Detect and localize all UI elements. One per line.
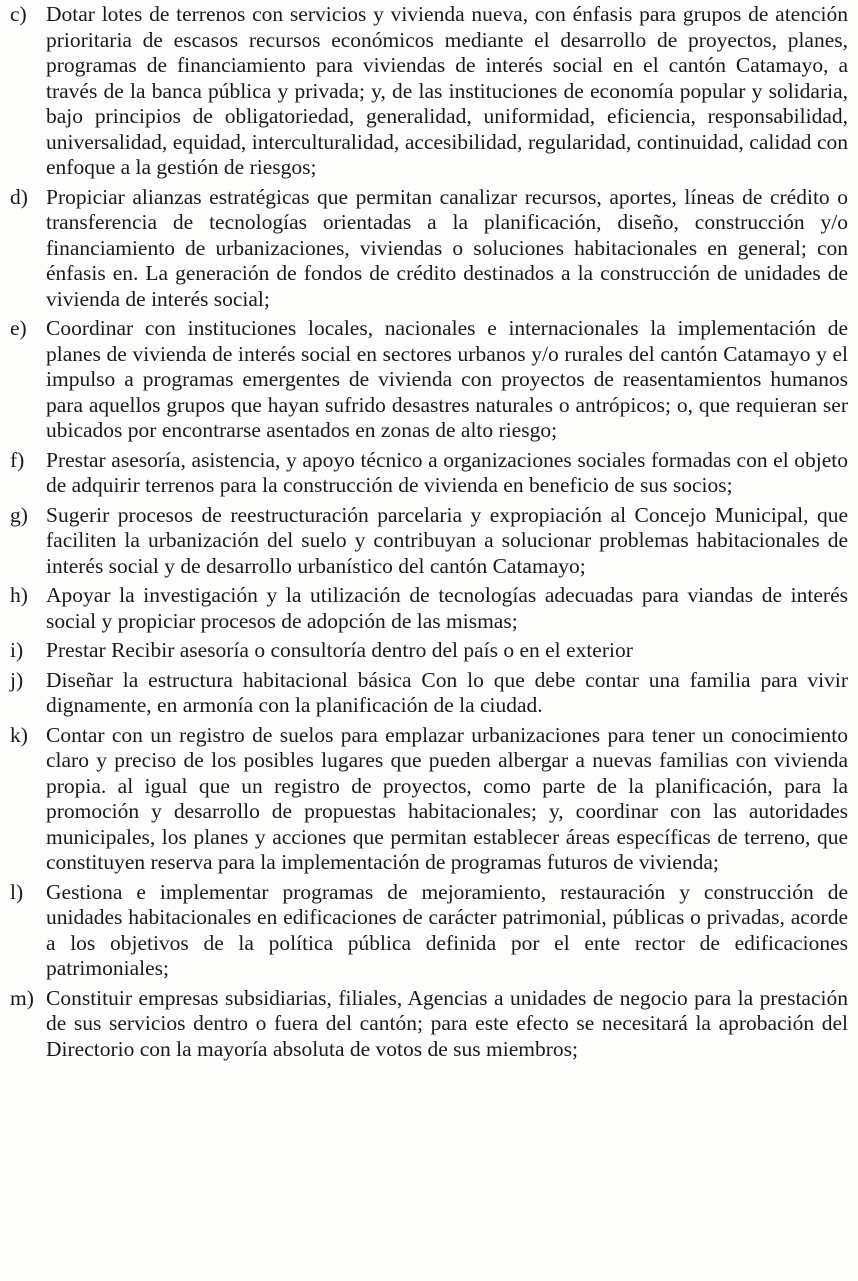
list-item-m (10, 986, 848, 1063)
list-item-i (10, 638, 848, 664)
list-item-text: Contar con un registro de suelos para emplazar urbanizaciones para tener un conocimiento claro y preciso de los posibles lugares que pueden albergar a nuevas familias con vivienda propia. al igual que un registro de proyectos, como parte de la planificación, para la promoción y desarrollo de propuestas habitacionales; y, coordinar con las autoridades municipales, los planes y acciones que permitan establecer áreas específicas de terreno, que constituyen reserva para la implementación de programas futuros de vivienda; (46, 722, 848, 874)
list-item-g (10, 503, 848, 580)
list-item-text: Prestar asesoría, asistencia, y apoyo técnico a organizaciones sociales formadas con el objeto de adquirir terrenos para la construcción de vivienda en beneficio de sus socios; (46, 447, 848, 497)
list-marker: f) (10, 447, 25, 472)
list-item-text: Propiciar alianzas estratégicas que permitan canalizar recursos, aportes, líneas de crédito o transferencia de tecnologías orientadas a la planificación, diseño, construcción y/o financiamiento de urbanizaciones, viviendas o soluciones habitacionales en general; con énfasis en. La generación de fondos de crédito destinados a la construcción de unidades de vivienda de interés social; (46, 184, 848, 311)
list-item-text: Apoyar la investigación y la utilización de tecnologías adecuadas para viandas de interés social y propiciar procesos de adopción de las mismas; (46, 583, 848, 633)
list-item-text: Gestiona e implementar programas de mejoramiento, restauración y construcción de unidades habitacionales en edificaciones de carácter patrimonial, públicas o privadas, acorde a los objetivos de la política pública definida por el ente rector de edificaciones patrimoniales; (46, 879, 848, 980)
list-item-h (10, 583, 848, 634)
list-item-text: Sugerir procesos de reestructuración parcelaria y expropiación al Concejo Municipal, que faciliten la urbanización del suelo y contribuyan a solucionar problemas habitacionales de interés social y de desarrollo urbanístico del cantón Catamayo; (46, 502, 848, 578)
list-item-text: Dotar lotes de terrenos con servicios y vivienda nueva, con énfasis para grupos de atención prioritaria de escasos recursos económicos mediante el desarrollo de proyectos, planes, programas de financiamiento para viviendas de interés social en el cantón Catamayo, a través de la banca pública y privada; y, de las instituciones de economía popular y solidaria, bajo principios de obligatoriedad, generalidad, uniformidad, eficiencia, responsabilidad, universalidad, equidad, interculturalidad, accesibilidad, regularidad, continuidad, calidad con enfoque a la gestión de riesgos; (46, 2, 848, 179)
list-item-text: Diseñar la estructura habitacional básica Con lo que debe contar una familia para vivir dignamente, en armonía con la planificación de la ciudad. (46, 667, 848, 717)
list-marker: k) (10, 722, 28, 747)
list-marker: l) (10, 879, 24, 904)
list-item-c (10, 2, 848, 181)
list-marker: i) (10, 638, 24, 662)
list-item-d (10, 185, 848, 313)
list-item-text: Prestar Recibir asesoría o consultoría dentro del país o en el exterior (46, 638, 633, 662)
lettered-list (10, 2, 848, 1066)
list-item-l (10, 880, 848, 982)
list-item-j (10, 668, 848, 719)
list-marker: h) (10, 583, 28, 607)
list-item-f (10, 448, 848, 499)
list-item-text: Constituir empresas subsidiarias, filiales, Agencias a unidades de negocio para la prestación de sus servicios dentro o fuera del cantón; para este efecto se necesitará la aprobación del Directorio con la mayoría absoluta de votos de sus miembros; (46, 985, 848, 1061)
list-marker: g) (10, 502, 28, 527)
list-item-e (10, 316, 848, 444)
list-item-k (10, 723, 848, 876)
list-marker: c) (10, 2, 27, 26)
list-marker: e) (10, 316, 27, 340)
list-marker: j) (10, 667, 24, 692)
list-marker: m) (10, 985, 34, 1010)
list-marker: d) (10, 184, 28, 209)
list-item-text: Coordinar con instituciones locales, nacionales e internacionales la implementación de planes de vivienda de interés social en sectores urbanos y/o rurales del cantón Catamayo y el impulso a programas emergentes de vivienda con proyectos de reasentamientos humanos para aquellos grupos que hayan sufrido desastres naturales o antrópicos; o, que requieran ser ubicados por encontrarse asentados en zonas de alto riesgo; (46, 316, 848, 442)
